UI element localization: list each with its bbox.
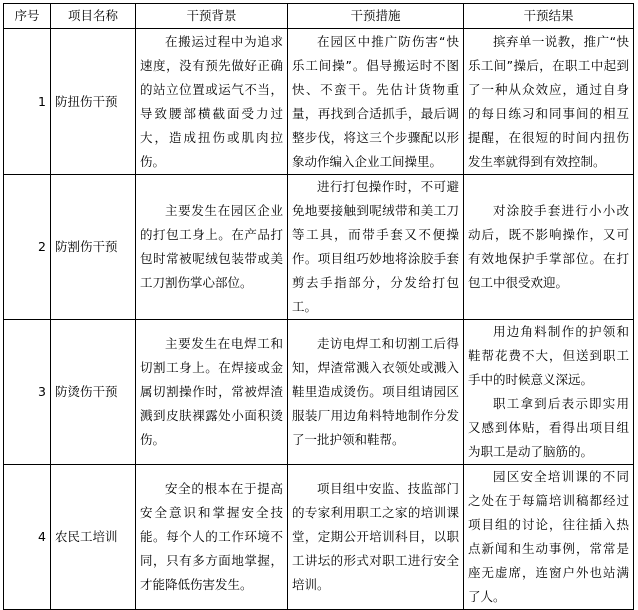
header-measures: 干预措施 [288, 4, 464, 29]
table-row [4, 29, 634, 175]
row-number: 2 [4, 175, 51, 320]
results-cell [464, 29, 634, 175]
results-text: 用边角料制作的护领和鞋帮花费不大，但送到职工手中的时候意义深远。 [468, 324, 629, 387]
intervention-table [3, 3, 634, 610]
results-cell [464, 175, 634, 320]
row-number: 4 [4, 465, 51, 610]
project-name: 防扭伤干预 [51, 29, 136, 175]
table-row [4, 320, 634, 465]
background-text: 在搬运过程中为追求速度，没有预先做好正确的站立位置或运气不当，导致腰部横截面受力过大，造成扭伤或肌肉拉伤。 [140, 33, 283, 169]
measures-cell [288, 29, 464, 175]
row-number: 1 [4, 29, 51, 175]
table-row [4, 175, 634, 320]
results-text: 园区安全培训课的不同之处在于每篇培训稿都经过项目组的讨论，往往插入热点新闻和生动事例，常常是座无虚席，连窗户外也站满了人。 [468, 469, 629, 604]
results-cell [464, 465, 634, 610]
project-name: 防割伤干预 [51, 175, 136, 320]
measures-cell [288, 175, 464, 320]
results-text: 对涂胶手套进行小小改动后，既不影响操作，又可有效地保护手掌部位。在打包工中很受欢迎。 [468, 203, 629, 290]
measures-text: 进行打包操作时，不可避免地要接触到呢绒带和美工刀等工具，而带手套又不便操作。项目组巧妙地将涂胶手套剪去手指部分，分发给打包工。 [292, 179, 459, 314]
header-row [4, 4, 634, 29]
row-number: 3 [4, 320, 51, 465]
header-background: 干预背景 [136, 4, 288, 29]
header-no: 序号 [4, 4, 51, 29]
background-text: 主要发生在电焊工和切割工身上。在焊接或金属切割操作时，常被焊渣溅到皮肤裸露处小面积烫伤。 [140, 336, 283, 447]
results-text-2: 职工拿到后表示即实用又感到体贴，看得出项目组为职工是动了脑筋的。 [468, 396, 629, 459]
measures-text: 项目组中安监、技监部门的专家利用职工之家的培训课堂，定期公开培训科目，以职工讲坛的形式对职工进行安全培训。 [292, 481, 459, 592]
background-cell [136, 175, 288, 320]
results-cell [464, 320, 634, 465]
measures-text: 在园区中推广防伤害“快乐工间操”。倡导搬运时不图快、不蛮干。先估计货物重量，再找到合适抓手，最后调整步伐，将这三个步骤配以形象动作编入企业工间操里。 [292, 33, 459, 169]
background-cell [136, 465, 288, 610]
project-name: 防烫伤干预 [51, 320, 136, 465]
background-text: 安全的根本在于提高安全意识和掌握安全技能。每个人的工作环境不同，只有多方面地掌握，才能降低伤害发生。 [140, 481, 283, 592]
project-name: 农民工培训 [51, 465, 136, 610]
table-row [4, 465, 634, 610]
background-text: 主要发生在园区企业的打包工身上。在产品打包时常被呢绒包装带或美工刀割伤掌心部位。 [140, 203, 283, 290]
background-cell [136, 29, 288, 175]
results-text: 摈弃单一说教，推广“快乐工间”操后，在职工中起到了一种从众效应，通过自身的每日练习和同事间的相互提醒，在很短的时间内扭伤发生率就得到有效控制。 [468, 33, 629, 169]
background-cell [136, 320, 288, 465]
measures-cell [288, 465, 464, 610]
header-results: 干预结果 [464, 4, 634, 29]
measures-cell [288, 320, 464, 465]
measures-text: 走访电焊工和切割工后得知，焊渣常溅入衣领处或溅入鞋里造成烫伤。项目组请园区服装厂用边角料特地制作分发了一批护领和鞋帮。 [292, 336, 459, 447]
header-name: 项目名称 [51, 4, 136, 29]
